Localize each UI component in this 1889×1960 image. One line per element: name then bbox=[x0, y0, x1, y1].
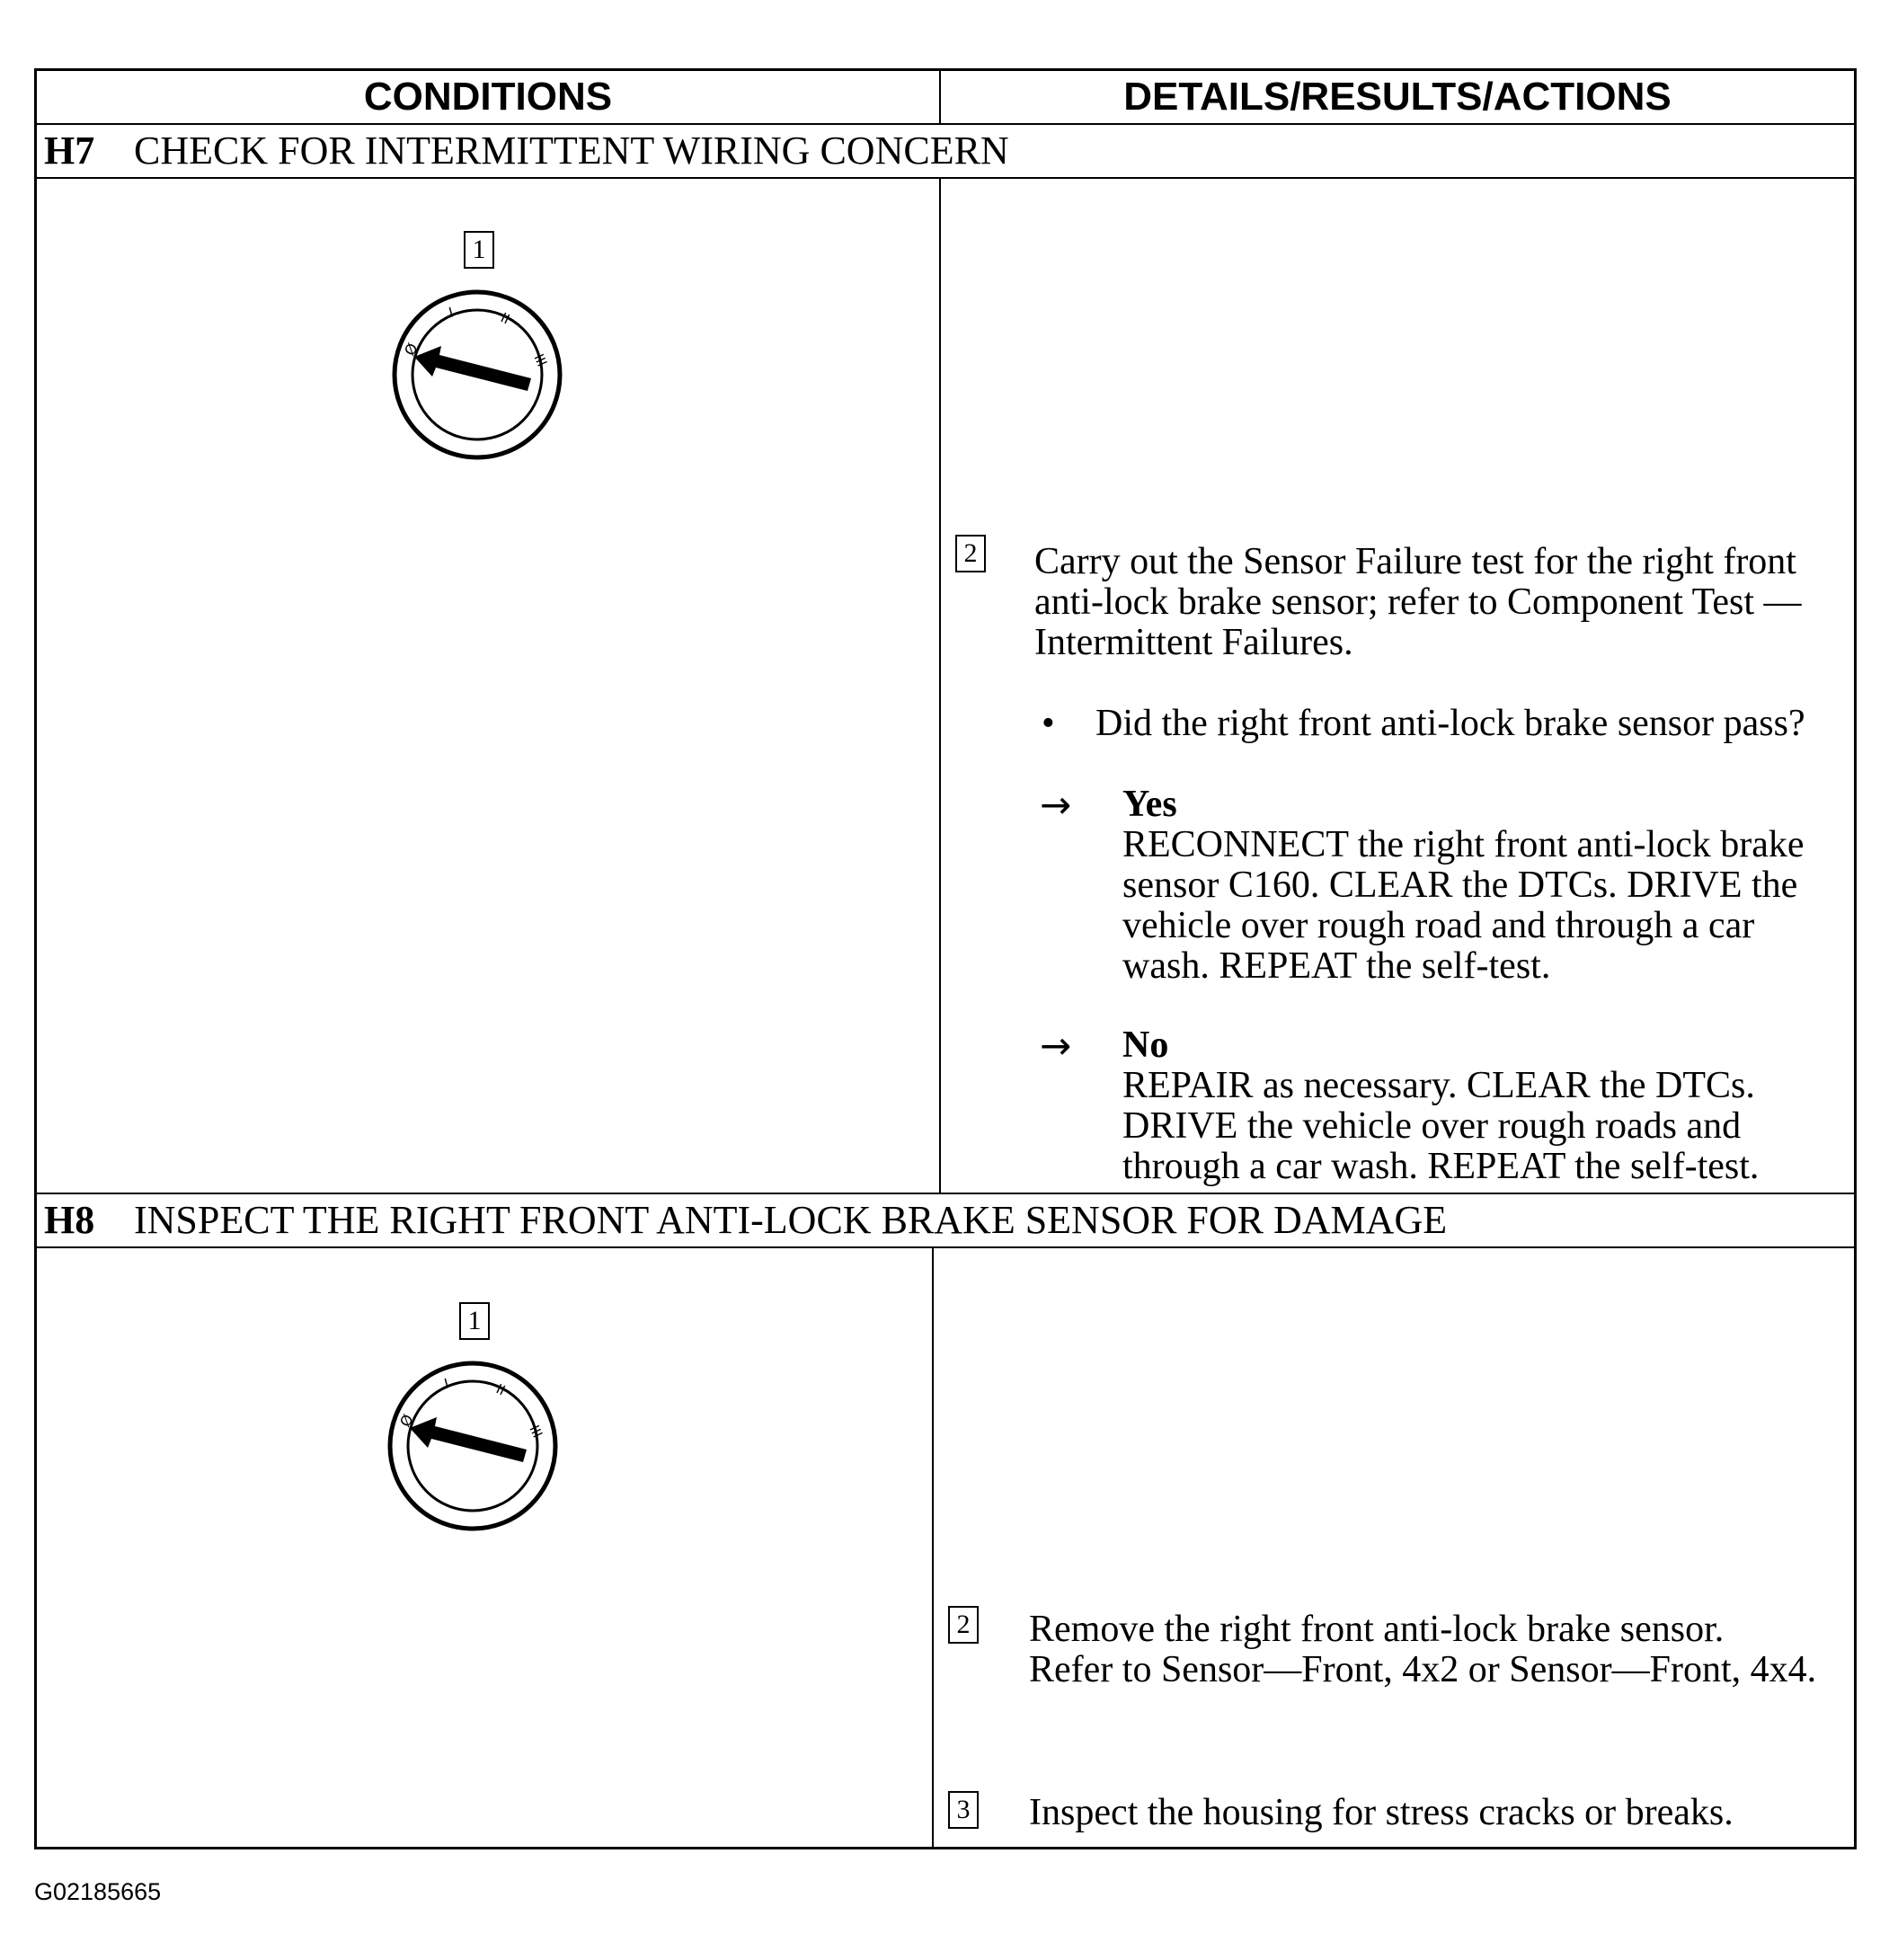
svg-text:Ø: Ø bbox=[401, 340, 421, 359]
arrow-right-icon: → bbox=[1040, 783, 1072, 827]
details-header: DETAILS/RESULTS/ACTIONS bbox=[939, 71, 1854, 123]
h8-step2-line1: Remove the right front anti-lock brake sensor. bbox=[1029, 1609, 1725, 1650]
h8-step2-line2: Refer to Sensor—Front, 4x2 or Sensor—Front, 4x4. bbox=[1029, 1649, 1817, 1690]
step-title-h8: INSPECT THE RIGHT FRONT ANTI-LOCK BRAKE SENSOR FOR DAMAGE bbox=[134, 1198, 1448, 1242]
ignition-switch-off-icon bbox=[383, 1356, 563, 1536]
procedure-table bbox=[34, 68, 1857, 1849]
h8-step3-text: Inspect the housing for stress cracks or breaks. bbox=[1029, 1792, 1734, 1833]
svg-text:III: III bbox=[526, 1423, 546, 1441]
h8-column-divider bbox=[932, 1248, 934, 1847]
svg-text:I: I bbox=[447, 304, 456, 321]
svg-text:II: II bbox=[493, 1380, 508, 1399]
step-h7-title-row bbox=[37, 125, 1854, 179]
conditions-header: CONDITIONS bbox=[363, 75, 613, 119]
svg-text:Ø: Ø bbox=[396, 1411, 417, 1430]
h8-step2-number: 2 bbox=[948, 1606, 979, 1644]
step-id-h7: H7 bbox=[44, 129, 95, 173]
svg-text:II: II bbox=[498, 309, 512, 328]
step-title-h7: CHECK FOR INTERMITTENT WIRING CONCERN bbox=[134, 129, 1009, 173]
svg-text:I: I bbox=[442, 1375, 451, 1392]
h7-yes-label: Yes bbox=[1122, 784, 1177, 825]
h8-step3-number: 3 bbox=[948, 1791, 979, 1829]
step-id-h8: H8 bbox=[44, 1198, 95, 1242]
ignition-switch-off-icon bbox=[387, 285, 567, 465]
arrow-right-icon: → bbox=[1040, 1024, 1072, 1068]
h7-question: Did the right front anti-lock brake sensor pass? bbox=[1095, 703, 1805, 744]
h7-yes-text: RECONNECT the right front anti-lock brake sensor C160. CLEAR the DTCs. DRIVE the vehicle over rough road and through a car wash. REPEAT the self-test. bbox=[1122, 824, 1805, 987]
table-header bbox=[37, 71, 1854, 125]
step-h8-title-row bbox=[37, 1194, 1854, 1248]
h7-no-label: No bbox=[1122, 1024, 1169, 1066]
h7-no-text: REPAIR as necessary. CLEAR the DTCs. DRIVE the vehicle over rough roads and through a car wash. REPEAT the self-test. bbox=[1122, 1065, 1760, 1187]
bullet-icon: • bbox=[1042, 703, 1055, 744]
h7-step2-number: 2 bbox=[955, 535, 986, 572]
svg-text:III: III bbox=[530, 351, 551, 369]
h7-step2-text: Carry out the Sensor Failure test for the right front anti-lock brake sensor; refer to Component Test — Intermittent Failures. bbox=[1034, 541, 1802, 663]
h7-step1-number: 1 bbox=[464, 231, 494, 269]
h7-column-divider bbox=[939, 179, 941, 1193]
figure-code: G02185665 bbox=[34, 1878, 162, 1905]
h8-step1-number: 1 bbox=[459, 1302, 490, 1340]
